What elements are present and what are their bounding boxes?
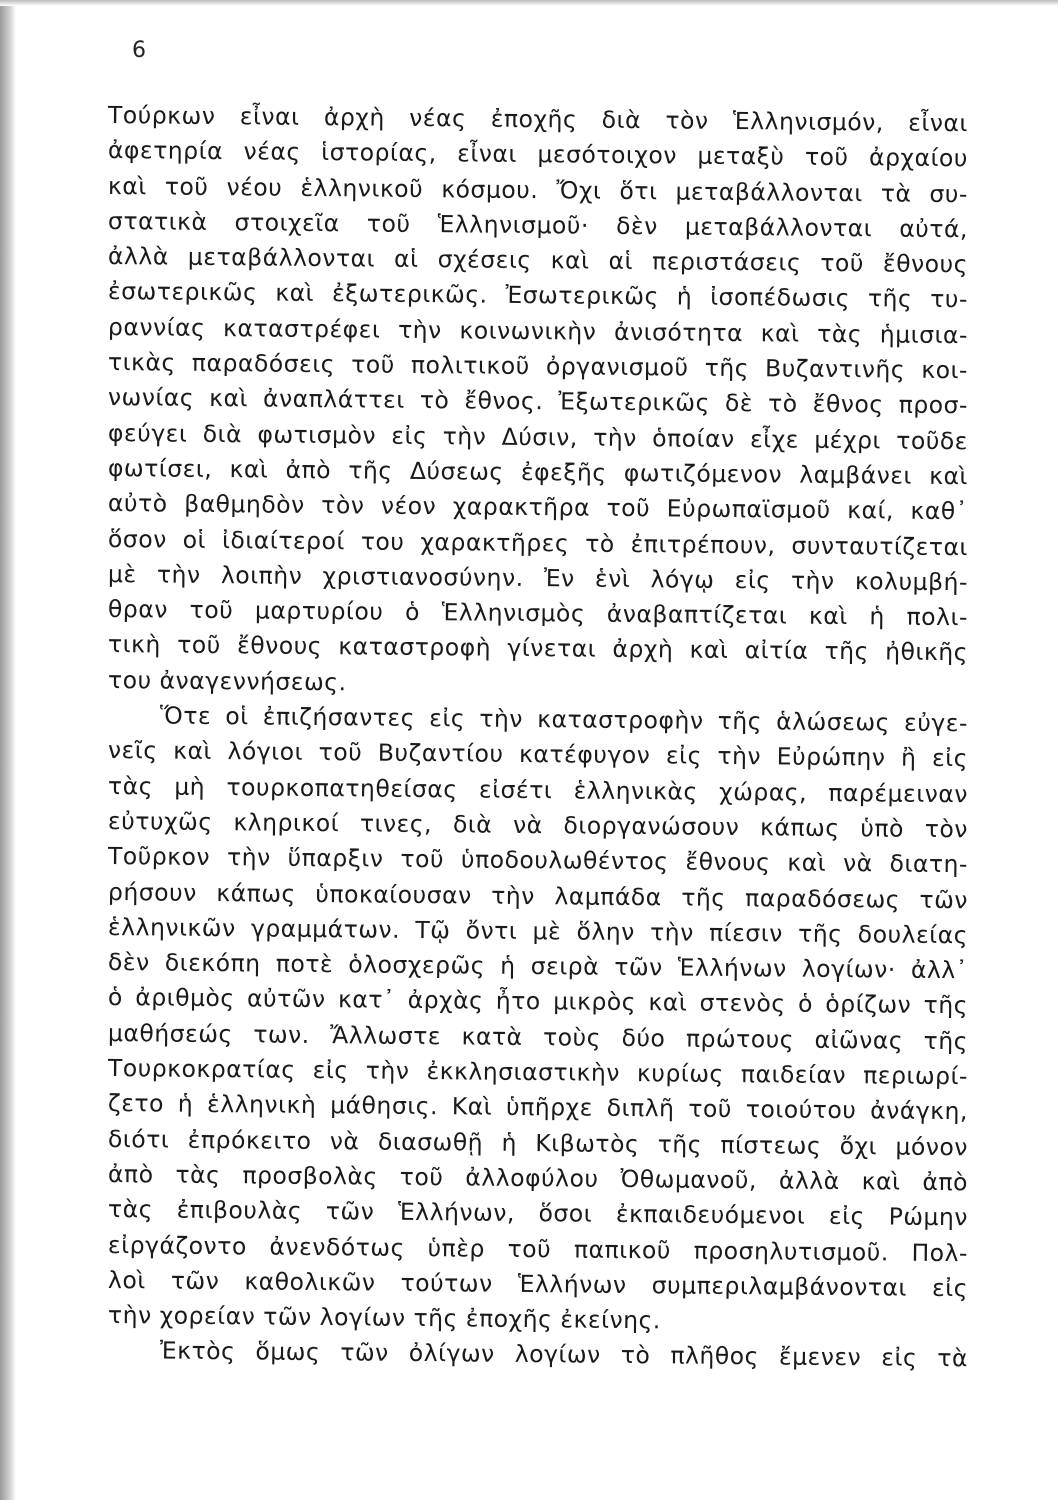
text-line: τικὴ τοῦ ἔθνους καταστροφὴ γίνεται ἀρχὴ καὶ αἰτία τῆς ἠθικῆς xyxy=(107,630,969,667)
text-line: φεύγει διὰ φωτισμὸν εἰς τὴν Δύσιν, τὴν ὁποίαν εἶχε μέχρι τοῦδε xyxy=(107,418,969,455)
text-line: αὐτὸ βαθμηδὸν τὸν νέον χαρακτῆρα τοῦ Εὐρωπαϊσμοῦ καί, καθ᾽ xyxy=(107,489,969,526)
text-line: τὰς μὴ τουρκοπατηθείσας εἰσέτι ἑλληνικὰς χώρας, παρέμειναν xyxy=(107,771,969,808)
page-number: 6 xyxy=(132,38,146,63)
text-line: ραννίας καταστρέφει τὴν κοινωνικὴν ἀνισότητα καὶ τὰς ἡμισια- xyxy=(107,312,969,350)
text-line: Τούρκων εἶναι ἀρχὴ νέας ἐποχῆς διὰ τὸν Ἑλληνισμόν, εἶναι xyxy=(107,101,969,138)
text-line: τὴν χορείαν τῶν λογίων τῆς ἐποχῆς ἐκείνης. xyxy=(107,1301,661,1335)
text-line: ἀλλὰ μεταβάλλονται αἱ σχέσεις καὶ αἱ περιστάσεις τοῦ ἔθνους xyxy=(107,242,969,279)
text-line: λοὶ τῶν καθολικῶν τούτων Ἑλλήνων συμπεριλαμβάνονται εἰς xyxy=(107,1265,969,1303)
text-line: καὶ τοῦ νέου ἑλληνικοῦ κόσμου. Ὄχι ὅτι μεταβάλλονται τὰ συ- xyxy=(107,171,969,208)
text-line: τικὰς παραδόσεις τοῦ πολιτικοῦ ὀργανισμοῦ τῆς Βυζαντινῆς κοι- xyxy=(107,348,969,385)
text-line: φωτίσει, καὶ ἀπὸ τῆς Δύσεως ἐφεξῆς φωτιζόμενον λαμβάνει καὶ xyxy=(107,453,969,491)
text-line: μὲ τὴν λοιπὴν χριστιανοσύνην. Ἐν ἑνὶ λόγῳ εἰς τὴν κολυμβή- xyxy=(107,559,969,597)
text-line: τὰς ἐπιβουλὰς τῶν Ἑλλήνων, ὅσοι ἐκπαιδευόμενοι εἰς Ρώμην xyxy=(107,1195,969,1232)
text-line: ζετο ἡ ἑλληνικὴ μάθησις. Καὶ ὑπῆρχε διπλῆ τοῦ τοιούτου ἀνάγκη, xyxy=(107,1089,969,1126)
text-line: εὐτυχῶς κληρικοί τινες, διὰ νὰ διοργανώσουν κάπως ὑπὸ τὸν xyxy=(107,806,969,844)
text-line: διότι ἐπρόκειτο νὰ διασωθῇ ἡ Κιβωτὸς τῆς πίστεως ὄχι μόνον xyxy=(107,1124,969,1161)
text-line: νεῖς καὶ λόγιοι τοῦ Βυζαντίου κατέφυγον εἰς τὴν Εὐρώπην ἢ εἰς xyxy=(107,736,969,773)
text-line: ἀφετηρία νέας ἱστορίας, εἶναι μεσότοιχον μεταξὺ τοῦ ἀρχαίου xyxy=(107,136,969,173)
text-line: ἑλληνικῶν γραμμάτων. Τῷ ὄντι μὲ ὅλην τὴν πίεσιν τῆς δουλείας xyxy=(107,912,969,950)
text-line: εἰργάζοντο ἀνενδότως ὑπὲρ τοῦ παπικοῦ προσηλυτισμοῦ. Πολ- xyxy=(107,1230,969,1267)
text-line: ὅσον οἱ ἰδιαίτεροί του χαρακτῆρες τὸ ἐπιτρέπουν, συνταυτίζεται xyxy=(107,524,969,561)
scan-shadow-edge xyxy=(0,0,16,1500)
text-line: ἐσωτερικῶς καὶ ἐξωτερικῶς. Ἐσωτερικῶς ἡ ἰσοπέδωσις τῆς τυ- xyxy=(107,277,969,314)
text-line: Ἐκτὸς ὅμως τῶν ὀλίγων λογίων τὸ πλῆθος ἔμενεν εἰς τὰ xyxy=(159,1336,969,1373)
scan-shadow-top xyxy=(0,0,1058,6)
text-line: ρήσουν κάπως ὑποκαίουσαν τὴν λαμπάδα τῆς παραδόσεως τῶν xyxy=(107,877,969,914)
text-line: στατικὰ στοιχεῖα τοῦ Ἑλληνισμοῦ· δὲν μεταβάλλονται αὐτά, xyxy=(107,206,969,244)
text-line: ὁ ἀριθμὸς αὐτῶν κατ᾽ ἀρχὰς ἦτο μικρὸς καὶ στενὸς ὁ ὁρίζων τῆς xyxy=(107,983,969,1020)
text-line: ἀπὸ τὰς προσβολὰς τοῦ ἀλλοφύλου Ὀθωμανοῦ, ἀλλὰ καὶ ἀπὸ xyxy=(107,1159,969,1197)
text-line: Τουρκοκρατίας εἰς τὴν ἐκκλησιαστικὴν κυρίως παιδείαν περιωρί- xyxy=(107,1054,969,1091)
paragraph xyxy=(108,698,968,1333)
text-line: νωνίας καὶ ἀναπλάττει τὸ ἔθνος. Ἐξωτερικῶς δὲ τὸ ἔθνος προσ- xyxy=(107,383,969,420)
text-line: δὲν διεκόπη ποτὲ ὁλοσχερῶς ἡ σειρὰ τῶν Ἑλλήνων λογίων· ἀλλ᾽ xyxy=(107,948,969,985)
text-line: Τοῦρκον τὴν ὕπαρξιν τοῦ ὑποδουλωθέντος ἔθνους καὶ νὰ διατη- xyxy=(107,842,969,879)
text-line: του ἀναγεννήσεως. xyxy=(107,665,347,697)
text-line: θραν τοῦ μαρτυρίου ὁ Ἑλληνισμὸς ἀναβαπτίζεται καὶ ἡ πολι- xyxy=(107,595,969,632)
text-line: μαθήσεώς των. Ἄλλωστε κατὰ τοὺς δύο πρώτους αἰῶνας τῆς xyxy=(107,1018,969,1055)
text-line: Ὅτε οἱ ἐπιζήσαντες εἰς τὴν καταστροφὴν τῆς ἁλώσεως εὐγε- xyxy=(159,701,969,738)
body-text xyxy=(107,98,969,1373)
paragraph xyxy=(108,98,968,698)
